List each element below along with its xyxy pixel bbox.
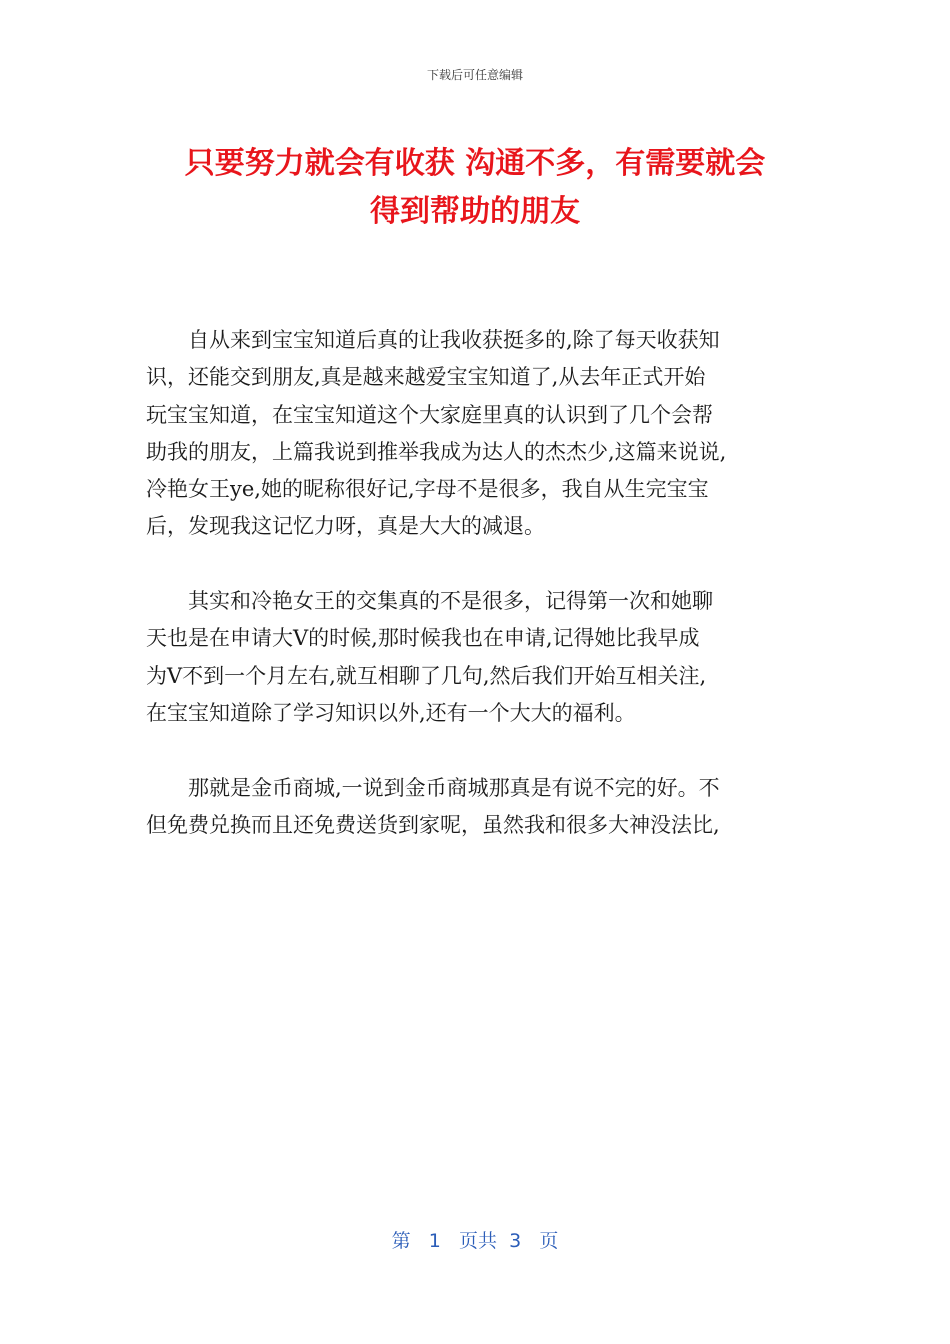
document-title (140, 140, 810, 236)
paragraph-3 (146, 770, 814, 845)
paragraph-2 (146, 583, 814, 732)
footer-page-number: 1 (428, 1230, 441, 1252)
paragraph-line: 其实和冷艳女王的交集真的不是很多，记得第一次和她聊 (188, 589, 713, 614)
paragraph-line: 天也是在申请大V的时候,那时候我也在申请,记得她比我早成 (146, 626, 700, 651)
paragraph-line: 但免费兑换而且还免费送货到家呢，虽然我和很多大神没法比, (146, 812, 720, 837)
paragraph-line: 为V不到一个月左右,就互相聊了几句,然后我们开始互相关注, (146, 663, 707, 688)
footer-middle: 页共 (459, 1230, 498, 1252)
paragraph-line: 冷艳女王ye,她的昵称很好记,字母不是很多，我自从生完宝宝 (146, 477, 709, 502)
footer-total-pages: 3 (509, 1230, 522, 1252)
paragraph-line: 玩宝宝知道，在宝宝知道这个大家庭里真的认识到了几个会帮 (146, 402, 713, 427)
header-note: 下载后可任意编辑 (426, 68, 523, 82)
footer-prefix: 第 (391, 1230, 411, 1252)
document-body (146, 322, 814, 881)
paragraph-line: 识，还能交到朋友,真是越来越爱宝宝知道了,从去年正式开始 (146, 365, 706, 390)
page-footer (0, 1226, 950, 1253)
paragraph-line: 自从来到宝宝知道后真的让我收获挺多的,除了每天收获知 (188, 328, 720, 352)
paragraph-line: 在宝宝知道除了学习知识以外,还有一个大大的福利。 (146, 700, 636, 725)
paragraph-line: 助我的朋友，上篇我说到推举我成为达人的杰杰少,这篇来说说, (146, 439, 727, 464)
title-line-1: 只要努力就会有收获 沟通不多，有需要就会 (184, 146, 766, 181)
title-line-2: 得到帮助的朋友 (370, 194, 580, 229)
paragraph-line: 后，发现我这记忆力呀，真是大大的减退。 (146, 514, 545, 539)
paragraph-line: 那就是金币商城,一说到金币商城那真是有说不完的好。不 (188, 775, 720, 800)
paragraph-1 (146, 322, 814, 546)
footer-suffix: 页 (539, 1230, 559, 1252)
